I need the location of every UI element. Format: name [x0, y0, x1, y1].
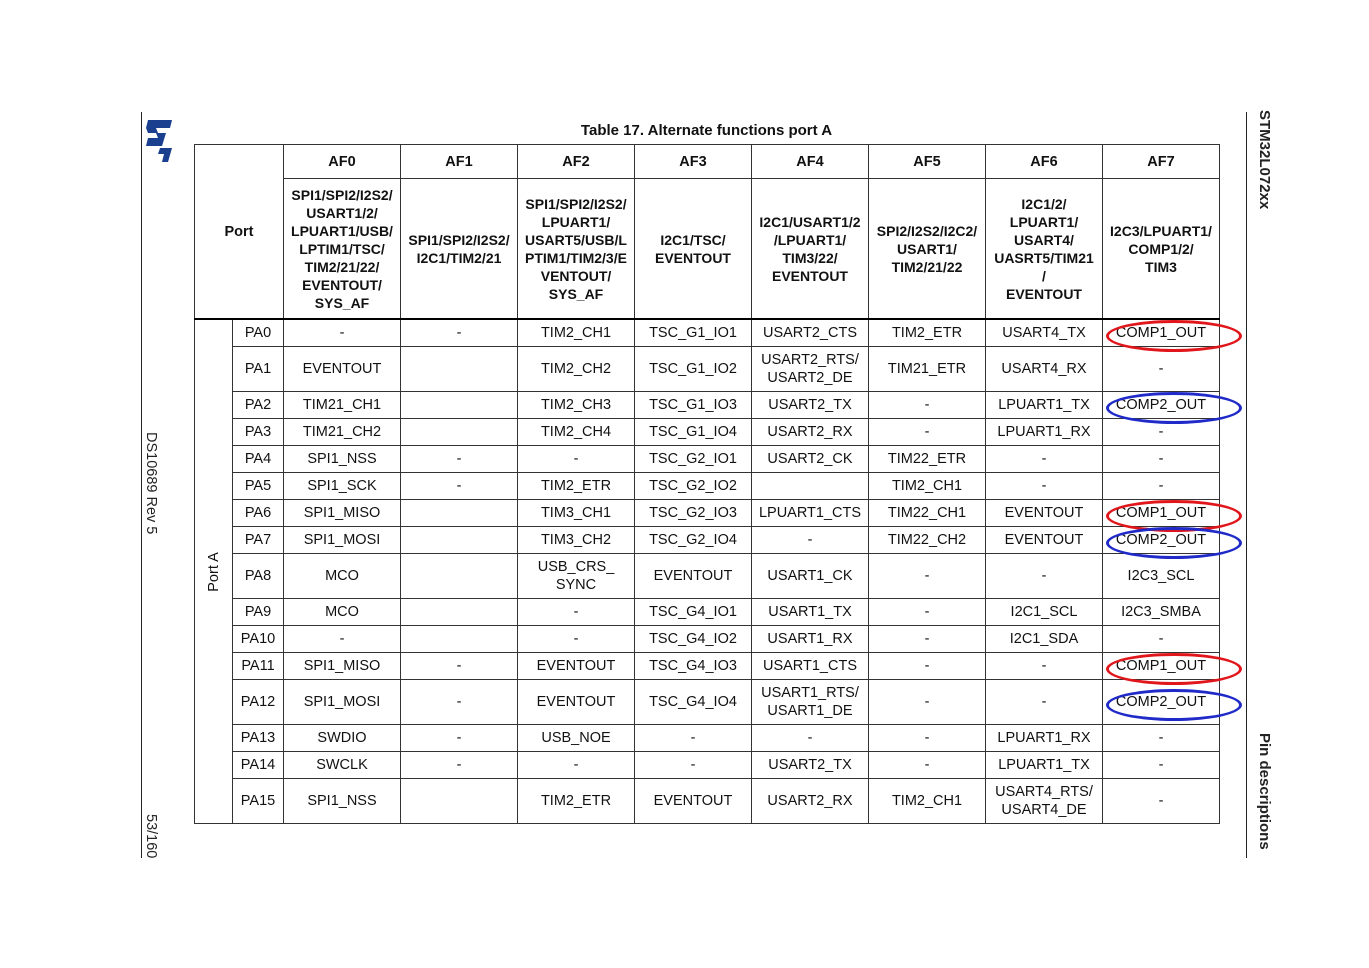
af6-cell: USART4_RTS/ USART4_DE [986, 779, 1103, 824]
af7-cell: COMP1_OUT [1103, 500, 1220, 527]
port-group-label: Port A [205, 551, 222, 592]
af1-cell: - [401, 725, 518, 752]
pin-name-cell: PA5 [233, 473, 284, 500]
af5-cell: - [869, 752, 986, 779]
table-row [195, 653, 1220, 680]
af2-cell: - [518, 626, 635, 653]
pin-name-cell: PA9 [233, 599, 284, 626]
af6-cell: I2C1_SCL [986, 599, 1103, 626]
af4-cell: USART1_TX [752, 599, 869, 626]
pin-name-cell: PA13 [233, 725, 284, 752]
pin-name-cell: PA0 [233, 319, 284, 347]
af4-cell: USART2_TX [752, 752, 869, 779]
af0-cell: SPI1_MOSI [284, 680, 401, 725]
af6-cell: LPUART1_RX [986, 725, 1103, 752]
af3-cell: TSC_G4_IO4 [635, 680, 752, 725]
pin-name-cell: PA7 [233, 527, 284, 554]
af5-cell: TIM21_ETR [869, 347, 986, 392]
doc-id: DS10689 Rev 5 [143, 432, 159, 535]
af0-cell: - [284, 319, 401, 347]
af-header-row [195, 145, 1220, 179]
af4-cell: USART2_RX [752, 779, 869, 824]
af3-cell: EVENTOUT [635, 779, 752, 824]
af5-cell: - [869, 680, 986, 725]
af1-cell [401, 626, 518, 653]
af7-cell: - [1103, 725, 1220, 752]
af3-cell: TSC_G2_IO4 [635, 527, 752, 554]
af4-cell: USART2_RX [752, 419, 869, 446]
af7-cell: COMP2_OUT [1103, 392, 1220, 419]
af1-cell [401, 347, 518, 392]
af-function-header: SPI2/I2S2/I2C2/ USART1/ TIM2/21/22 [869, 179, 986, 320]
af6-cell: EVENTOUT [986, 500, 1103, 527]
af0-cell: SPI1_NSS [284, 779, 401, 824]
af2-cell: USB_NOE [518, 725, 635, 752]
pin-name-cell: PA10 [233, 626, 284, 653]
af0-cell: SWDIO [284, 725, 401, 752]
table-row [195, 446, 1220, 473]
af2-cell: - [518, 446, 635, 473]
af7-cell: - [1103, 779, 1220, 824]
af0-cell: MCO [284, 554, 401, 599]
af6-cell: USART4_RX [986, 347, 1103, 392]
af6-cell: - [986, 473, 1103, 500]
af7-cell: - [1103, 347, 1220, 392]
section-name: Pin descriptions [1256, 733, 1273, 850]
af2-cell: TIM2_CH4 [518, 419, 635, 446]
af-function-header: I2C1/2/ LPUART1/ USART4/ UASRT5/TIM21 / EVENTOUT [986, 179, 1103, 320]
port-header: Port [195, 145, 284, 320]
af2-cell: TIM3_CH1 [518, 500, 635, 527]
af3-cell: - [635, 725, 752, 752]
af7-cell: - [1103, 626, 1220, 653]
af3-cell: TSC_G1_IO3 [635, 392, 752, 419]
af6-cell: USART4_TX [986, 319, 1103, 347]
af4-cell: USART2_CTS [752, 319, 869, 347]
af6-cell: - [986, 554, 1103, 599]
af1-cell [401, 392, 518, 419]
af3-cell: - [635, 752, 752, 779]
af7-cell: - [1103, 446, 1220, 473]
af1-cell [401, 419, 518, 446]
af1-cell: - [401, 680, 518, 725]
pin-name-cell: PA6 [233, 500, 284, 527]
af2-cell: USB_CRS_ SYNC [518, 554, 635, 599]
af7-cell: COMP1_OUT [1103, 653, 1220, 680]
pin-name-cell: PA2 [233, 392, 284, 419]
af7-cell: I2C3_SCL [1103, 554, 1220, 599]
af4-cell: USART1_RTS/ USART1_DE [752, 680, 869, 725]
af3-cell: TSC_G4_IO3 [635, 653, 752, 680]
table-row [195, 347, 1220, 392]
table-row [195, 752, 1220, 779]
af6-cell: LPUART1_TX [986, 752, 1103, 779]
af3-cell: TSC_G4_IO1 [635, 599, 752, 626]
af-header: AF6 [986, 145, 1103, 179]
af0-cell: SPI1_MISO [284, 500, 401, 527]
pin-name-cell: PA15 [233, 779, 284, 824]
af1-cell [401, 599, 518, 626]
pin-name-cell: PA4 [233, 446, 284, 473]
af0-cell: - [284, 626, 401, 653]
af4-cell: USART1_CTS [752, 653, 869, 680]
table-row [195, 319, 1220, 347]
table-row [195, 725, 1220, 752]
pin-name-cell: PA11 [233, 653, 284, 680]
af4-cell: USART1_CK [752, 554, 869, 599]
af2-cell: TIM2_CH2 [518, 347, 635, 392]
af4-cell: LPUART1_CTS [752, 500, 869, 527]
af2-cell: TIM2_ETR [518, 473, 635, 500]
af0-cell: SPI1_NSS [284, 446, 401, 473]
af7-cell: COMP1_OUT [1103, 319, 1220, 347]
af-function-header: I2C1/TSC/ EVENTOUT [635, 179, 752, 320]
pin-name-cell: PA8 [233, 554, 284, 599]
af7-cell: COMP2_OUT [1103, 680, 1220, 725]
af-function-header: I2C3/LPUART1/ COMP1/2/ TIM3 [1103, 179, 1220, 320]
af1-cell [401, 554, 518, 599]
af6-cell: LPUART1_TX [986, 392, 1103, 419]
af6-cell: LPUART1_RX [986, 419, 1103, 446]
af4-cell: USART2_TX [752, 392, 869, 419]
af3-cell: TSC_G2_IO3 [635, 500, 752, 527]
st-logo-icon [142, 116, 176, 164]
af1-cell [401, 500, 518, 527]
af-header: AF2 [518, 145, 635, 179]
table-row [195, 500, 1220, 527]
af0-cell: SPI1_MOSI [284, 527, 401, 554]
pin-name-cell: PA1 [233, 347, 284, 392]
af3-cell: TSC_G1_IO4 [635, 419, 752, 446]
table-row [195, 473, 1220, 500]
af2-cell: TIM2_CH1 [518, 319, 635, 347]
table-row [195, 680, 1220, 725]
af5-cell: - [869, 725, 986, 752]
af5-cell: - [869, 626, 986, 653]
af-function-header: SPI1/SPI2/I2S2/ USART1/2/ LPUART1/USB/ LPTIM1/TSC/ TIM2/21/22/ EVENTOUT/ SYS_AF [284, 179, 401, 320]
af0-cell: SPI1_MISO [284, 653, 401, 680]
af2-cell: EVENTOUT [518, 653, 635, 680]
af1-cell: - [401, 446, 518, 473]
table-title: Table 17. Alternate functions port A [580, 122, 833, 139]
pin-name-cell: PA12 [233, 680, 284, 725]
af5-cell: - [869, 419, 986, 446]
af6-cell: - [986, 653, 1103, 680]
af5-cell: TIM2_CH1 [869, 779, 986, 824]
af4-cell: - [752, 725, 869, 752]
af0-cell: SWCLK [284, 752, 401, 779]
af0-cell: TIM21_CH2 [284, 419, 401, 446]
af5-cell: - [869, 599, 986, 626]
af0-cell: TIM21_CH1 [284, 392, 401, 419]
table-body [195, 319, 1220, 824]
af2-cell: EVENTOUT [518, 680, 635, 725]
af6-cell: I2C1_SDA [986, 626, 1103, 653]
af5-cell: - [869, 554, 986, 599]
alternate-functions-table [194, 144, 1220, 824]
af5-cell: - [869, 392, 986, 419]
table-row [195, 392, 1220, 419]
af4-cell: - [752, 527, 869, 554]
table-row [195, 626, 1220, 653]
af5-cell: TIM22_ETR [869, 446, 986, 473]
af5-cell: TIM22_CH1 [869, 500, 986, 527]
af-header: AF5 [869, 145, 986, 179]
af5-cell: TIM22_CH2 [869, 527, 986, 554]
af-header: AF0 [284, 145, 401, 179]
af1-cell: - [401, 319, 518, 347]
af-header: AF3 [635, 145, 752, 179]
af-function-header: SPI1/SPI2/I2S2/ LPUART1/ USART5/USB/L PTIM1/TIM2/3/E VENTOUT/ SYS_AF [518, 179, 635, 320]
af5-cell: TIM2_ETR [869, 319, 986, 347]
af2-cell: TIM2_ETR [518, 779, 635, 824]
af0-cell: SPI1_SCK [284, 473, 401, 500]
table-row [195, 779, 1220, 824]
af6-cell: EVENTOUT [986, 527, 1103, 554]
af4-cell: USART1_RX [752, 626, 869, 653]
af7-cell: - [1103, 419, 1220, 446]
table-row [195, 527, 1220, 554]
af3-cell: TSC_G4_IO2 [635, 626, 752, 653]
af1-cell [401, 527, 518, 554]
af2-cell: TIM2_CH3 [518, 392, 635, 419]
af1-cell: - [401, 752, 518, 779]
af-function-header: SPI1/SPI2/I2S2/ I2C1/TIM2/21 [401, 179, 518, 320]
af3-cell: TSC_G2_IO2 [635, 473, 752, 500]
af6-cell: - [986, 680, 1103, 725]
af1-cell: - [401, 473, 518, 500]
table-row [195, 599, 1220, 626]
af7-cell: - [1103, 752, 1220, 779]
table-row [195, 419, 1220, 446]
af7-cell: COMP2_OUT [1103, 527, 1220, 554]
af3-cell: TSC_G1_IO2 [635, 347, 752, 392]
port-group-cell [195, 319, 233, 824]
table-row [195, 554, 1220, 599]
af2-cell: - [518, 752, 635, 779]
af7-cell: - [1103, 473, 1220, 500]
af7-cell: I2C3_SMBA [1103, 599, 1220, 626]
page-number: 53/160 [143, 814, 159, 859]
af-function-row [195, 179, 1220, 320]
af6-cell: - [986, 446, 1103, 473]
af-function-header: I2C1/USART1/2 /LPUART1/ TIM3/22/ EVENTOUT [752, 179, 869, 320]
af2-cell: - [518, 599, 635, 626]
product-name: STM32L072xx [1256, 110, 1273, 210]
af3-cell: EVENTOUT [635, 554, 752, 599]
af4-cell [752, 473, 869, 500]
pin-name-cell: PA3 [233, 419, 284, 446]
af5-cell: TIM2_CH1 [869, 473, 986, 500]
left-margin-rule [141, 112, 142, 858]
af2-cell: TIM3_CH2 [518, 527, 635, 554]
af5-cell: - [869, 653, 986, 680]
pin-name-cell: PA14 [233, 752, 284, 779]
af0-cell: EVENTOUT [284, 347, 401, 392]
right-margin-rule [1246, 112, 1247, 858]
af3-cell: TSC_G1_IO1 [635, 319, 752, 347]
af1-cell: - [401, 653, 518, 680]
af1-cell [401, 779, 518, 824]
af3-cell: TSC_G2_IO1 [635, 446, 752, 473]
af0-cell: MCO [284, 599, 401, 626]
af4-cell: USART2_CK [752, 446, 869, 473]
af4-cell: USART2_RTS/ USART2_DE [752, 347, 869, 392]
af-header: AF4 [752, 145, 869, 179]
af-header: AF1 [401, 145, 518, 179]
af-header: AF7 [1103, 145, 1220, 179]
